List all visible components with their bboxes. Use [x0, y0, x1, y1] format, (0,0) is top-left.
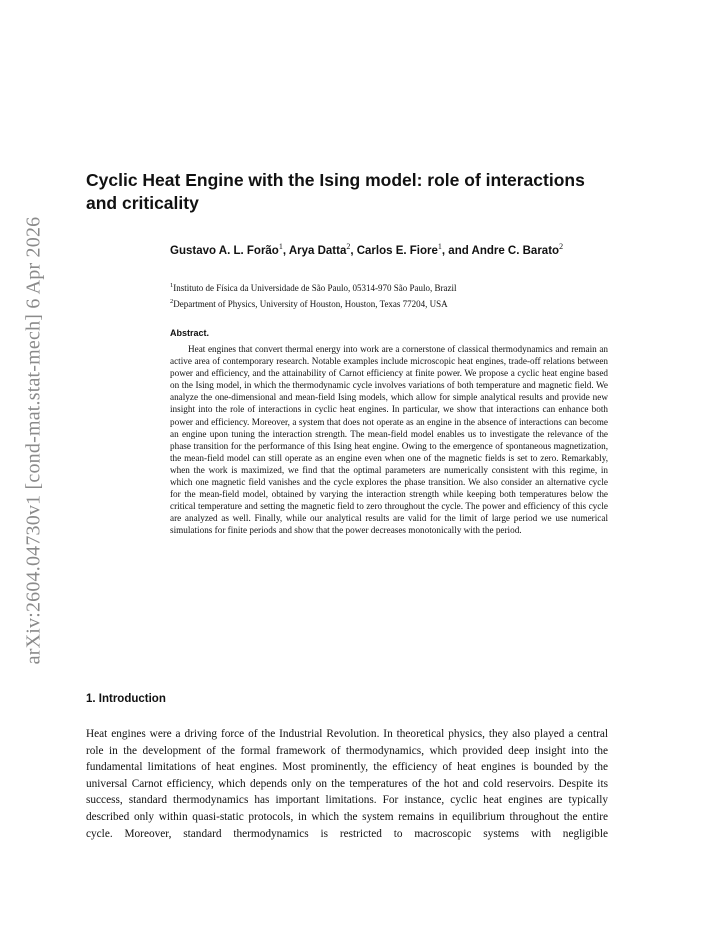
author-affiliation-mark: 2	[559, 242, 564, 251]
affiliation-number: 1	[170, 282, 174, 289]
abstract-text: Heat engines that convert thermal energy into work are a cornerstone of classical thermodynamics and remain an active area of contemporary research. Notable examples include microscopic heat engines, trade-off relations between power and efficiency, and the attainability of Carnot efficiency at finite power. We propose a cyclic heat engine based on the Ising model, in which the thermodynamic cycle involves variations of both temperature and magnetic field. We analyze the one-dimensional and mean-field Ising models, which allow for simple analytical results and provide new insight into the role of interactions in cyclic heat engines. In particular, we show that interactions can enhance both power and efficiency. Moreover, a system that does not operate as an engine in the absence of interactions can become an engine upon tuning the interaction strength. The mean-field model enables us to investigate the relevance of the phase transition for the performance of this Ising heat engine. Owing to the emergence of spontaneous magnetization, the mean-field model can still operate as an engine even when one of the magnetic fields is set to zero. Remarkably, when the work is maximized, we find that the optimal parameters are numerically consistent with this regime, in which one magnetic field vanishes and the cycle explores the phase transition. We also consider an alternative cycle for the mean-field model, obtained by varying the interaction strength while keeping both temperatures below the critical temperature and setting the magnetic field to zero throughout the cycle. The power and efficiency of this cycle are analyzed as well. Finally, while our analytical results are valid for the limit of large period we use numerical simulations for finite periods and show that the power decreases monotonically with the period.	[170, 344, 608, 536]
author-name: Carlos E. Fiore	[356, 244, 438, 257]
section-body-text: Heat engines were a driving force of the Industrial Revolution. In theoretical physics, they also played a central role in the development of the formal framework of thermodynamics, which provided deep insight into the fundamental limitations of heat engines. Most prominently, the efficiency of heat engines is bounded by the universal Carnot efficiency, which depends only on the temperatures of the hot and cold reservoirs. Despite its success, standard thermodynamics has important limitations. For instance, cyclic heat engines are typically described only within quasi-static protocols, in which the system remains in equilibrium throughout the entire cycle. Moreover, standard thermodynamics is restricted to macroscopic systems with negligible	[86, 728, 608, 840]
affiliation-text: Department of Physics, University of Houston, Houston, Texas 77204, USA	[173, 299, 448, 309]
author-affiliation-mark: 1	[437, 242, 442, 251]
author-name: Andre C. Barato	[471, 244, 560, 257]
arxiv-stamp	[14, 200, 54, 680]
author-affiliation-mark: 2	[346, 242, 351, 251]
affiliation-line	[170, 295, 610, 311]
arxiv-stamp-text: arXiv:2604.04730v1 [cond-mat.stat-mech] 6 Apr 2026	[22, 216, 45, 664]
section-heading: 1. Introduction	[86, 693, 166, 705]
author-affiliation-mark: 1	[278, 242, 283, 251]
author-name: Gustavo A. L. Forão	[170, 244, 279, 257]
affiliation-line	[170, 279, 610, 295]
affiliation-list	[170, 279, 610, 311]
affiliation-number: 2	[170, 298, 174, 305]
abstract-heading: Abstract.	[170, 328, 210, 338]
paper-title: Cyclic Heat Engine with the Ising model: role of interactions and criticality	[86, 170, 585, 213]
author-name: Arya Datta	[288, 244, 347, 257]
affiliation-text: Instituto de Física da Universidade de São Paulo, 05314-970 São Paulo, Brazil	[173, 283, 457, 293]
author-list: Gustavo A. L. Forão$^1$, Arya Datta$^2$, Carlos E. Fiore$^1$, and Andre C. Barato$^2$	[170, 242, 564, 257]
